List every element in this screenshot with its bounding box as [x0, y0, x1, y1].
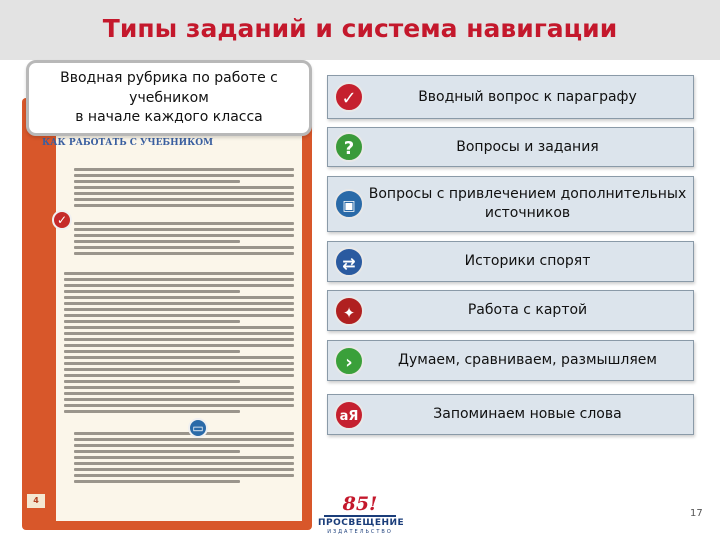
item-label: Вопросы с привлечением дополнительных источников — [368, 186, 687, 221]
textbook-text-line — [74, 462, 294, 465]
textbook-text-line — [74, 228, 294, 231]
item-label: Запоминаем новые слова — [433, 406, 622, 422]
compass-icon: ✦ — [334, 296, 364, 326]
logo-publisher-name: ПРОСВЕЩЕНИЕ — [318, 518, 405, 528]
textbook-text-line — [74, 468, 294, 471]
textbook-text-line — [64, 290, 240, 293]
chevron-right-icon: › — [334, 346, 364, 376]
item-label: Работа с картой — [467, 302, 588, 318]
item-label: Историки спорят — [464, 253, 591, 269]
callout-line-1: Вводная рубрика по работе с — [60, 70, 278, 86]
textbook-text-line — [64, 386, 294, 389]
textbook-text-line — [74, 438, 294, 441]
textbook-text-line — [64, 314, 294, 317]
textbook-text-line — [64, 350, 240, 353]
textbook-text-line — [74, 444, 294, 447]
textbook-text-line — [64, 356, 294, 359]
dictionary-letters-icon: аЯ — [334, 400, 364, 430]
callout-line-3: в начале каждого класса — [75, 109, 263, 125]
textbook-page-number: 4 — [27, 494, 45, 508]
textbook-text-line — [64, 410, 240, 413]
textbook-text-line — [74, 204, 294, 207]
callout-line-2: учебником — [129, 89, 209, 106]
item-label: Думаем, сравниваем, размышляем — [398, 352, 657, 368]
textbook-text-line — [64, 296, 294, 299]
textbook-text-line — [74, 180, 240, 183]
logo-publisher-sub: ИЗДАТЕЛЬСТВО — [327, 529, 393, 535]
textbook-text-line — [64, 368, 294, 371]
textbook-text-line — [74, 174, 294, 177]
item-intro-question — [327, 75, 694, 119]
textbook-text-line — [74, 456, 294, 459]
checkmark-icon: ✓ — [334, 82, 364, 112]
item-additional-sources — [327, 176, 694, 232]
textbook-text-line — [74, 192, 294, 195]
textbook-text-line — [64, 308, 294, 311]
textbook-text-line — [64, 338, 294, 341]
textbook-text-line — [64, 374, 294, 377]
item-questions-tasks — [327, 127, 694, 167]
textbook-text-line — [74, 474, 294, 477]
textbook-text-line — [74, 240, 240, 243]
textbook-text-line — [64, 326, 294, 329]
textbook-text-line — [64, 398, 294, 401]
question-icon: ? — [334, 132, 364, 162]
textbook-text-line — [64, 284, 294, 287]
slide-number: 17 — [690, 508, 703, 519]
textbook-text-line — [74, 480, 240, 483]
swap-arrows-icon: ⇄ — [334, 247, 364, 277]
logo-divider — [324, 515, 396, 517]
publisher-logo — [318, 493, 405, 538]
textbook-text-line — [74, 450, 240, 453]
textbook-text-line — [64, 404, 294, 407]
textbook-text-line — [74, 252, 294, 255]
textbook-text-line — [74, 234, 294, 237]
item-new-words — [327, 394, 694, 435]
callout-introductory-rubric — [26, 60, 312, 136]
textbook-text-line — [64, 302, 294, 305]
item-label: Вводный вопрос к параграфу — [418, 88, 637, 105]
textbook-text-line — [74, 222, 294, 225]
logo-anniversary: 85! — [342, 493, 378, 515]
textbook-text-line — [64, 332, 294, 335]
textbook-text-line — [74, 432, 294, 435]
textbook-text-line — [74, 246, 294, 249]
textbook-text-line — [64, 392, 294, 395]
textbook-text-line — [64, 362, 294, 365]
textbook-text-line — [64, 278, 294, 281]
page-title: Типы заданий и система навигации — [102, 14, 618, 43]
textbook-heading: КАК РАБОТАТЬ С УЧЕБНИКОМ — [42, 138, 214, 148]
monitor-icon: ▣ — [334, 189, 364, 219]
item-think-compare — [327, 340, 694, 381]
book-checkmark-icon: ✓ — [52, 210, 72, 230]
item-map-work — [327, 290, 694, 331]
textbook-text-line — [74, 186, 294, 189]
book-monitor-icon: ▭ — [188, 418, 208, 438]
textbook-text-line — [64, 272, 294, 275]
textbook-text-line — [74, 168, 294, 171]
textbook-text-line — [64, 320, 240, 323]
textbook-text-line — [74, 198, 294, 201]
textbook-text-line — [64, 344, 294, 347]
item-historians-argue — [327, 241, 694, 282]
item-label: Вопросы и задания — [456, 138, 599, 155]
textbook-text-line — [64, 380, 240, 383]
